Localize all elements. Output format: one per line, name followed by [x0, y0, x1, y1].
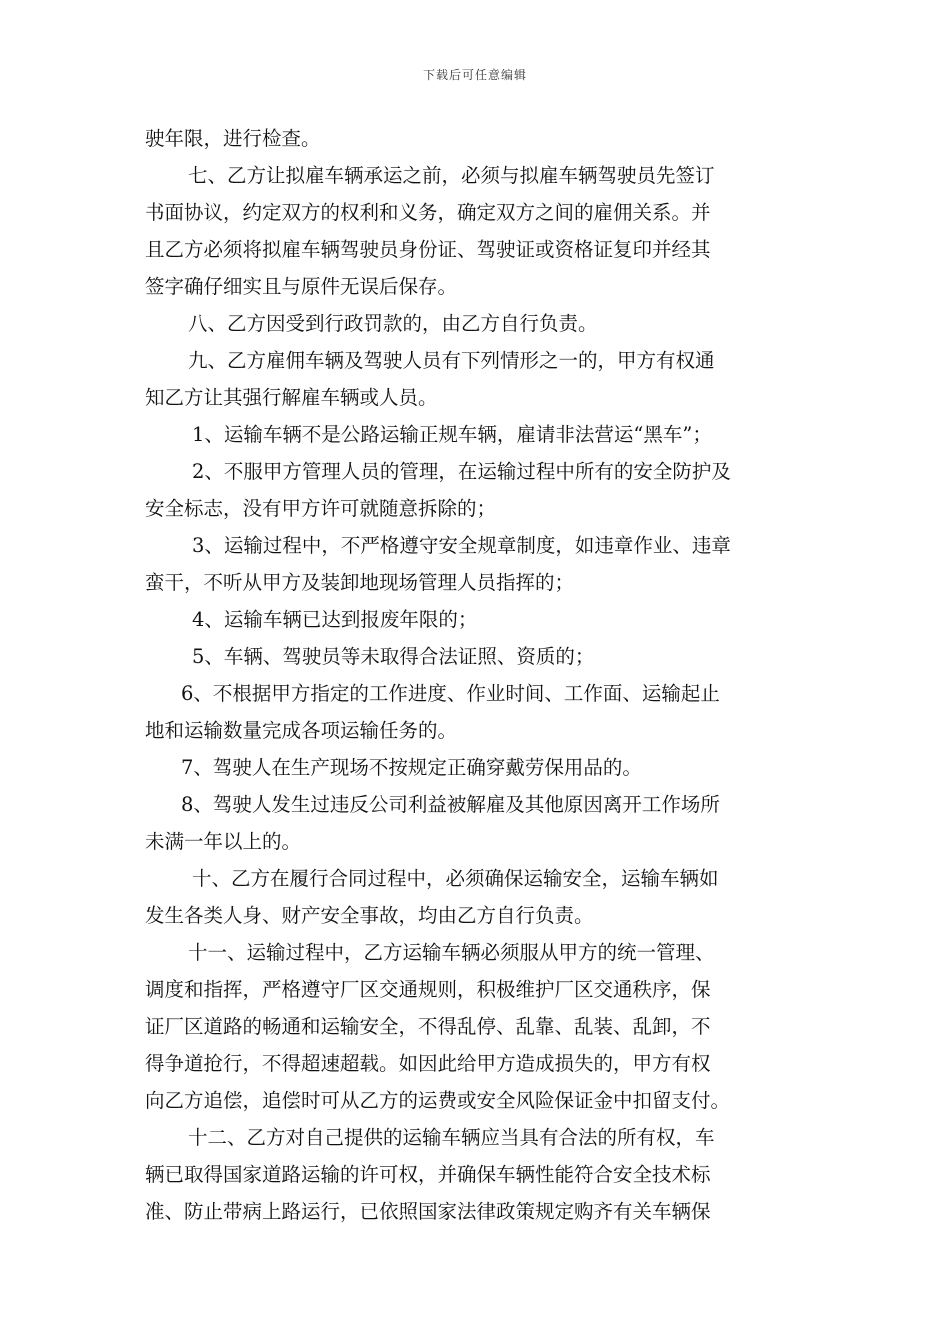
- paragraph-nine: 九、乙方雇佣车辆及驾驶人员有下列情形之一的，甲方有权通: [188, 349, 715, 372]
- paragraph-eight: 八、乙方因受到行政罚款的，由乙方自行负责。: [188, 312, 598, 335]
- text-line: 书面协议，约定双方的权利和义务，确定双方之间的雇佣关系。并: [145, 201, 711, 224]
- list-item-1: 1、运输车辆不是公路运输正规车辆，雇请非法营运“黑车”；: [192, 423, 712, 446]
- text-line: 调度和指挥，严格遵守厂区交通规则，积极维护厂区交通秩序，保: [145, 978, 711, 1001]
- text-line: 且乙方必须将拟雇车辆驾驶员身份证、驾驶证或资格证复印并经其: [145, 238, 711, 261]
- text-line: 签字确仔细实且与原件无误后保存。: [145, 275, 458, 298]
- text-line: 蛮干，不听从甲方及装卸地现场管理人员指挥的；: [145, 571, 575, 594]
- list-item-4: 4、运输车辆已达到报废年限的；: [192, 608, 478, 631]
- text-line: 驶年限，进行检查。: [145, 127, 321, 150]
- text-line: 向乙方追偿，追偿时可从乙方的运费或安全风险保证金中扣留支付。: [145, 1089, 731, 1112]
- text-line: 未满一年以上的。: [145, 830, 302, 853]
- paragraph-seven: 七、乙方让拟雇车辆承运之前，必须与拟雇车辆驾驶员先签订: [188, 164, 715, 187]
- text-line: 准、防止带病上路运行，已依照国家法律政策规定购齐有关车辆保: [145, 1200, 711, 1223]
- list-item-6: 6、不根据甲方指定的工作进度、作业时间、工作面、运输起止: [181, 682, 720, 705]
- page-header: 下载后可任意编辑: [422, 68, 527, 82]
- paragraph-ten: 十、乙方在履行合同过程中，必须确保运输安全，运输车辆如: [192, 867, 719, 890]
- list-item-7: 7、驾驶人在生产现场不按规定正确穿戴劳保用品的。: [181, 756, 642, 779]
- text-line: 得争道抢行，不得超速超载。如因此给甲方造成损失的，甲方有权: [145, 1052, 711, 1075]
- text-line: 知乙方让其强行解雇车辆或人员。: [145, 386, 438, 409]
- list-item-3: 3、运输过程中，不严格遵守安全规章制度，如违章作业、违章: [192, 534, 731, 557]
- text-line: 发生各类人身、财产安全事故，均由乙方自行负责。: [145, 904, 594, 927]
- paragraph-twelve: 十二、乙方对自己提供的运输车辆应当具有合法的所有权，车: [188, 1126, 715, 1149]
- text-line: 辆已取得国家道路运输的许可权，并确保车辆性能符合安全技术标: [145, 1163, 711, 1186]
- document-body: [145, 120, 813, 1230]
- paragraph-eleven: 十一、运输过程中，乙方运输车辆必须服从甲方的统一管理、: [188, 941, 715, 964]
- text-line: 安全标志，没有甲方许可就随意拆除的；: [145, 497, 497, 520]
- text-line: 地和运输数量完成各项运输任务的。: [145, 719, 458, 742]
- text-line: 证厂区道路的畅通和运输安全，不得乱停、乱靠、乱装、乱卸，不: [145, 1015, 711, 1038]
- list-item-2: 2、不服甲方管理人员的管理，在运输过程中所有的安全防护及: [192, 460, 731, 483]
- list-item-5: 5、车辆、驾驶员等未取得合法证照、资质的；: [192, 645, 595, 668]
- list-item-8: 8、驾驶人发生过违反公司利益被解雇及其他原因离开工作场所: [181, 793, 720, 816]
